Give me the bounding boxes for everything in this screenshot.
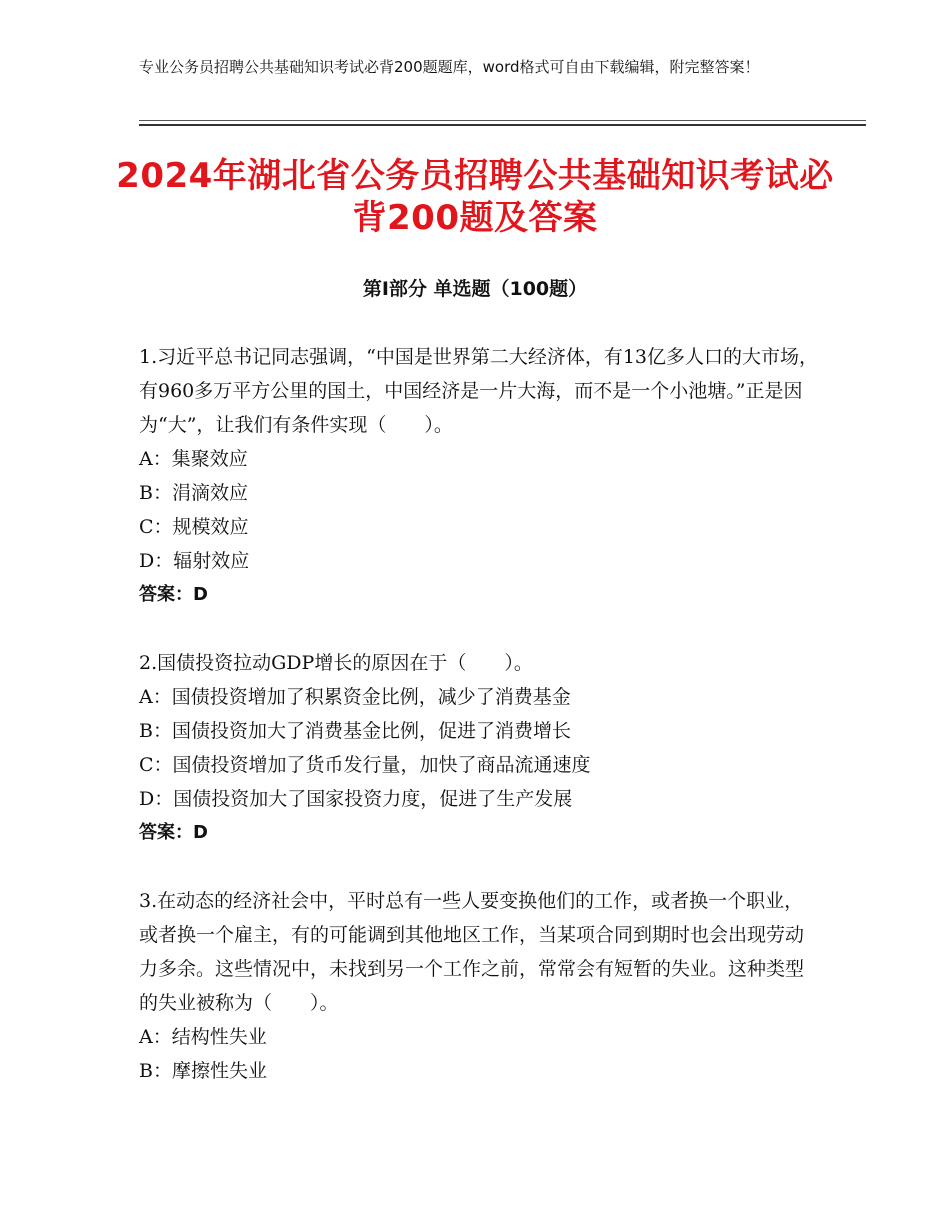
question-1 (139, 340, 819, 612)
header-divider-thick (139, 124, 866, 126)
question-3 (139, 884, 819, 1088)
section-title: 第Ⅰ部分 单选题（100题） (362, 278, 588, 300)
option-c: C：国债投资增加了货币发行量，加快了商品流通速度 (139, 754, 591, 776)
question-stem: 2.国债投资拉动GDP增长的原因在于（ ）。 (139, 652, 533, 674)
option-b: B：国债投资加大了消费基金比例，促进了消费增长 (139, 720, 571, 742)
question-2 (139, 646, 819, 850)
question-list (139, 340, 819, 1122)
header-divider-thin (139, 120, 866, 121)
answer: 答案：D (139, 584, 208, 605)
option-d: D：国债投资加大了国家投资力度，促进了生产发展 (139, 788, 573, 810)
option-a: A：集聚效应 (139, 448, 248, 470)
option-a: A：国债投资增加了积累资金比例，减少了消费基金 (139, 686, 571, 708)
answer: 答案：D (139, 822, 208, 843)
option-b: B：涓滴效应 (139, 482, 248, 504)
option-b: B：摩擦性失业 (139, 1060, 267, 1082)
question-stem: 1.习近平总书记同志强调，“中国是世界第二大经济体，有13亿多人口的大市场，有960多万平方公里的国土，中国经济是一片大海，而不是一个小池塘。”正是因为“大”，让我们有条件实现（ ）。 (139, 346, 819, 436)
option-d: D：辐射效应 (139, 550, 250, 572)
header-note: 专业公务员招聘公共基础知识考试必背200题题库，word格式可自由下载编辑，附完整答案！ (139, 58, 760, 76)
option-a: A：结构性失业 (139, 1026, 267, 1048)
question-stem: 3.在动态的经济社会中，平时总有一些人要变换他们的工作，或者换一个职业，或者换一个雇主，有的可能调到其他地区工作，当某项合同到期时也会出现劳动力多余。这些情况中，未找到另一个工作之前，常常会有短暂的失业。这种类型的失业被称为（ ）。 (139, 890, 805, 1014)
option-c: C：规模效应 (139, 516, 249, 538)
document-title: 2024年湖北省公务员招聘公共基础知识考试必背200题及答案 (116, 156, 834, 238)
